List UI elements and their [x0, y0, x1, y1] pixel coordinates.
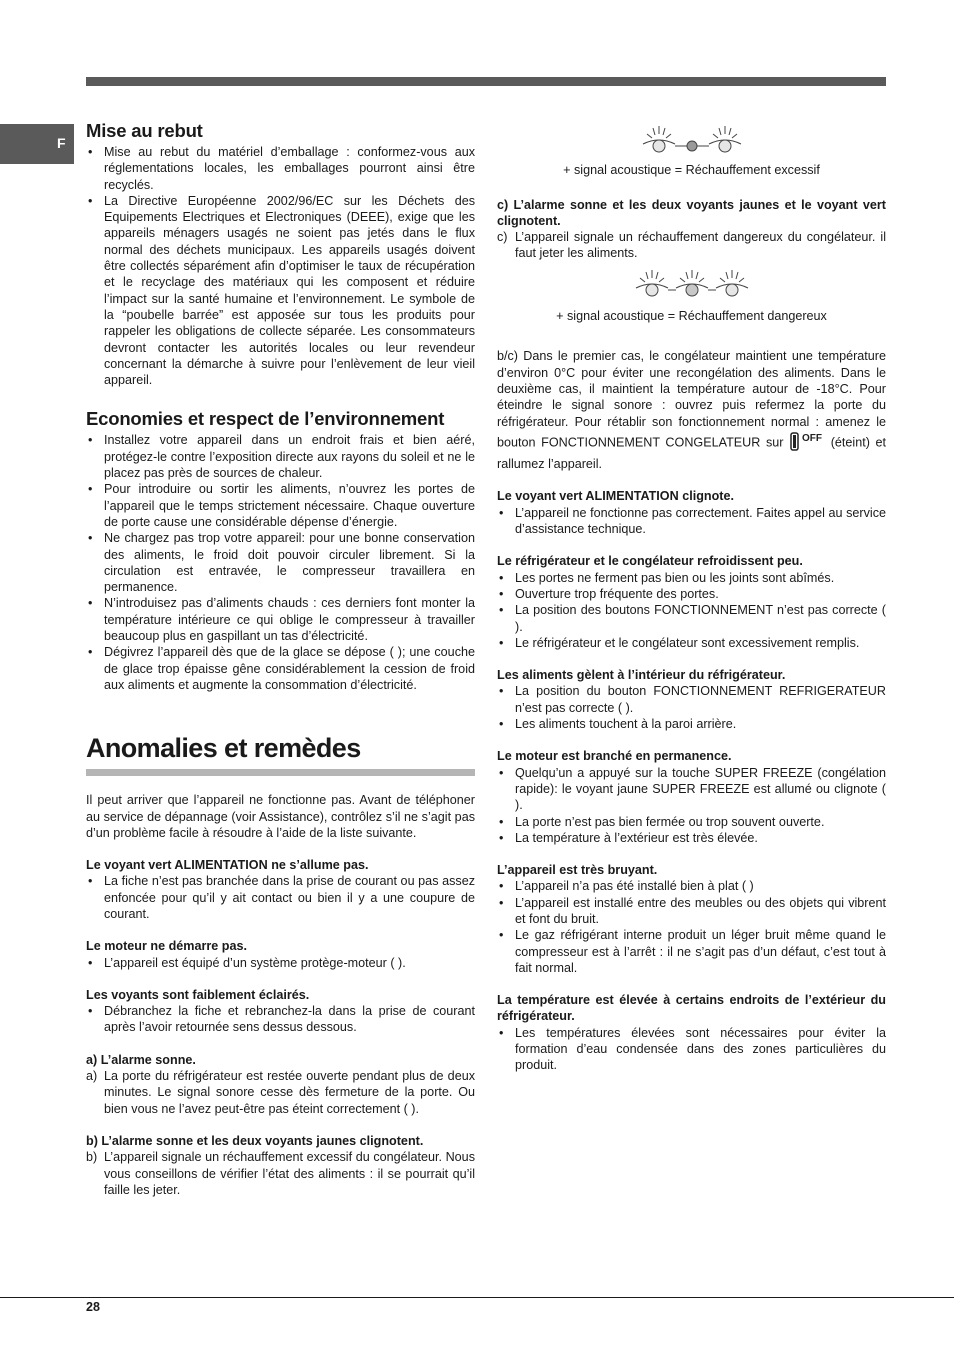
section-list — [86, 955, 475, 971]
section-list — [497, 570, 886, 651]
list-item: • Ouverture trop fréquente des portes. — [497, 586, 886, 602]
section-heading: c) L’alarme sonne et les deux voyants jaunes et le voyant vert clignotent. — [497, 197, 886, 228]
section-list — [86, 1149, 475, 1198]
mise-au-rebut-heading: Mise au rebut — [86, 120, 203, 141]
economies-list — [86, 432, 475, 693]
section-heading: Les aliments gèlent à l’intérieur du réfrigérateur. — [497, 668, 786, 683]
intro-text: Il peut arriver que l’appareil ne fonctionne pas. Avant de téléphoner au service de dépannage (voir Assistance), contrôlez s’il ne s’agit pas d’un problème facile à résoudre à l’aide de la liste suivante. — [86, 793, 475, 840]
section-heading: Les voyants sont faiblement éclairés. — [86, 987, 310, 1002]
list-item: a) La porte du réfrigérateur est restée ouverte pendant plus de deux minutes. Le signal sonore cesse dès fermeture de la porte. Ou bien vous ne l’avez peut-être pas éteint correctement ( ). — [86, 1068, 475, 1117]
off-label: OFF — [802, 432, 823, 444]
section-heading: Le moteur ne démarre pas. — [86, 939, 247, 954]
list-item: • Mise au rebut du matériel d’emballage : conformez-vous aux réglementations locales, les emballages pourront ainsi être recyclés. — [86, 144, 475, 193]
title-rule — [86, 769, 475, 776]
section-list — [497, 229, 886, 262]
indicator-lights-all-flashing-icon — [497, 266, 886, 308]
list-item: • Installez votre appareil dans un endroit frais et bien aéré, protégez-le contre l’exposition directe aux rayons du soleil et ne le placez pas près de sources de chaleur. — [86, 432, 475, 481]
indicator-lights-yellow-flashing-icon — [497, 124, 886, 162]
list-item: • Dégivrez l’appareil dès que de la glace se dépose ( ); une couche de glace trop épaisse gêne considérablement la cession de froid aux aliments et augmente la consommation d’électricité. — [86, 644, 475, 693]
list-item: • La position du bouton FONCTIONNEMENT REFRIGERATEUR n’est pas correcte ( ). — [497, 683, 886, 716]
list-item: • N’introduisez pas d’aliments chauds : ces derniers font monter la température intérieure ce qui oblige le compresseur à travailler beaucoup plus en gaspillant un tas d’électricité. — [86, 595, 475, 644]
list-item: • Quelqu’un a appuyé sur la touche SUPER FREEZE (congélation rapide): le voyant jaune SUPER FREEZE est allumé ou clignote ( ). — [497, 765, 886, 814]
bc-text-2: (éteint) et rallumez l’appareil. — [497, 435, 887, 472]
economies-heading: Economies et respect de l’environnement — [86, 408, 445, 430]
section-heading: La température est élevée à certains endroits de l’extérieur du réfrigérateur. — [497, 993, 886, 1024]
section-list — [497, 1025, 886, 1074]
list-item: c) L’appareil signale un réchauffement dangereux du congélateur. il faut jeter les aliments. — [497, 229, 886, 262]
list-item: b) L’appareil signale un réchauffement excessif du congélateur. Nous vous conseillons de vérifier l’état des aliments : il se pourrait qu’il faille les jeter. — [86, 1149, 475, 1198]
list-item: • La position des boutons FONCTIONNEMENT n’est pas correcte ( ). — [497, 602, 886, 635]
list-item: • La Directive Européenne 2002/96/EC sur les Déchets des Equipements Electriques et Electroniques (DEEE), exige que les appareils ménagers usagés ne soient pas jetés dans le flux normal des déchets municipaux. Les appareils usagés doivent être collectés séparément afin d’optimiser le taux de récupération et le recyclage des matériaux qui les composent et réduire l’impact sur la santé humaine et l’environnement. Le symbole de la “poubelle barrée” est apposée sur tous les produits pour rappeler les obligations de collecte séparée. Les consommateurs devront contacter les autorités locales ou leur revendeur concernant la démarche à suivre pour l’enlèvement de leur vieil appareil. — [86, 193, 475, 389]
footer-rule — [0, 1297, 954, 1298]
list-item: • L’appareil est équipé d’un système protège-moteur ( ). — [86, 955, 475, 971]
section-list — [497, 878, 886, 976]
list-item: • La porte n’est pas bien fermée ou trop souvent ouverte. — [497, 814, 886, 830]
section-heading: Le voyant vert ALIMENTATION ne s’allume pas. — [86, 858, 369, 873]
list-item: • Les températures élevées sont nécessaires pour éviter la formation d’eau condensée dans des zones particulières du produit. — [497, 1025, 886, 1074]
section-heading: b) L’alarme sonne et les deux voyants jaunes clignotent. — [86, 1133, 424, 1148]
list-item: • L’appareil ne fonctionne pas correctement. Faites appel au service d’assistance technique. — [497, 505, 886, 538]
bc-paragraph — [497, 348, 886, 472]
list-item: • La fiche n’est pas branchée dans la prise de courant ou pas assez enfoncée pour qu’il y ait contact ou bien il y a une coupure de courant. — [86, 873, 475, 922]
off-switch-icon — [789, 430, 825, 456]
section-heading: L’appareil est très bruyant. — [497, 863, 658, 878]
list-item: • Le gaz réfrigérant interne produit un léger bruit même quand le compresseur est à l’arrêt : il ne s’agit pas d’un défaut, c’est tout à fait normal. — [497, 927, 886, 976]
bc-text-1: b/c) Dans le premier cas, le congélateur maintient une température d’environ 0°C pour éviter une recongélation des aliments. Dans le deuxième cas, il maintient la température autour de -18°C. Pour éteindre le signal sonore : ouvrez puis refermez la porte du réfrigérateur. Pour rétablir son fonctionnement normal : amenez le bouton FONCTIONNEMENT CONGELATEUR sur — [497, 349, 886, 450]
section-heading: Le moteur est branché en permanence. — [497, 749, 732, 764]
caption-excessive: + signal acoustique = Réchauffement excessif — [563, 163, 820, 178]
list-item: • Ne chargez pas trop votre appareil: pour une bonne conservation des aliments, le froid doit pouvoir circuler librement. Si la circulation est entravée, le compresseur travaillera en permanence. — [86, 530, 475, 595]
language-tab: F — [0, 124, 74, 164]
section-list — [86, 873, 475, 922]
list-item: • Le réfrigérateur et le congélateur sont excessivement remplis. — [497, 635, 886, 651]
section-list — [86, 1068, 475, 1117]
header-rule — [86, 77, 886, 86]
list-item: • Pour introduire ou sortir les aliments, n’ouvrez les portes de l’appareil que le temps strictement nécessaire. Chaque ouverture de porte cause une considérable dépense d’énergie. — [86, 481, 475, 530]
section-heading: Le voyant vert ALIMENTATION clignote. — [497, 489, 734, 504]
section-list — [497, 683, 886, 732]
mise-au-rebut-list — [86, 144, 475, 388]
page-number: 28 — [86, 1300, 100, 1314]
list-item: • L’appareil est installé entre des meubles ou des objets qui vibrent et font du bruit. — [497, 895, 886, 928]
section-heading: a) L’alarme sonne. — [86, 1052, 196, 1067]
list-item: • La température à l’extérieur est très élevée. — [497, 830, 886, 846]
right-column — [497, 124, 886, 1074]
list-item: • Les aliments touchent à la paroi arrière. — [497, 716, 886, 732]
section-list — [497, 505, 886, 538]
section-heading: Le réfrigérateur et le congélateur refroidissent peu. — [497, 554, 803, 569]
section-list — [86, 1003, 475, 1036]
left-column — [86, 120, 475, 1198]
list-item: • L’appareil n’a pas été installé bien à plat ( ) — [497, 878, 886, 894]
list-item: • Les portes ne ferment pas bien ou les joints sont abîmés. — [497, 570, 886, 586]
anomalies-title: Anomalies et remèdes — [86, 733, 361, 764]
section-list — [497, 765, 886, 846]
caption-dangerous: + signal acoustique = Réchauffement dangereux — [556, 309, 827, 324]
list-item: • Débranchez la fiche et rebranchez-la dans la prise de courant après l’avoir retournée sens dessus dessous. — [86, 1003, 475, 1036]
